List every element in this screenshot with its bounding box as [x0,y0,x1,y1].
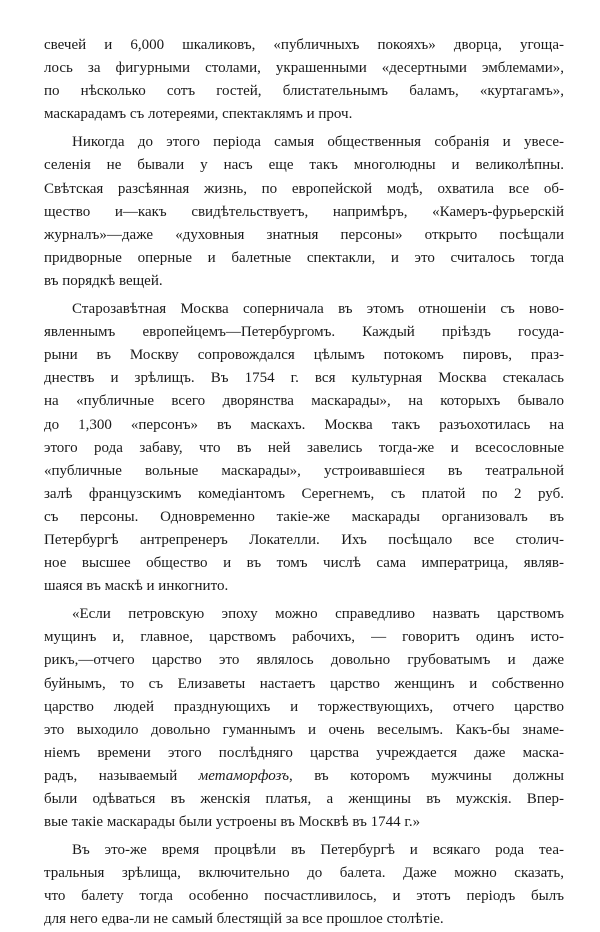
text-line: залѣ французскимъ комедіантомъ Серегнемъ, съ платой по 2 руб. [44,485,564,502]
text-line: радъ, называемый метаморфозъ, въ которомъ мужчины должны [44,767,564,784]
text-line: царство людей празднующихъ и торжествующихъ, отчего царство [44,698,564,715]
text-line: щество и—какъ свидѣтельствуетъ, напримѣръ, «Камеръ-фурьерскій [44,203,564,220]
paragraph-5 [44,839,564,931]
text-line: рикъ,—отчего царство это являлось довольно грубоватымъ и даже [44,652,564,669]
text-line: шаяся въ маскѣ и инкогнито. [44,578,229,595]
text-line: вые такіе маскарады были устроены въ Москвѣ въ 1744 г.» [44,814,421,831]
text-line: «Если петровскую эпоху можно справедливо назвать царствомъ [72,606,564,623]
text-line: маскарадамъ съ лотереями, спектаклямъ и проч. [44,106,353,123]
paragraph-3 [44,298,564,598]
text-line: въ порядкѣ вещей. [44,272,163,289]
text-line: были одѣваться въ женскія платья, а женщины въ мужскія. Впер- [44,791,564,807]
text-line: это выходило довольно гуманнымъ и очень веселымъ. Какъ-бы знаме- [44,721,564,738]
text-line: до 1,300 «персонъ» въ маскахъ. Москва такъ разъохотилась на [44,416,564,433]
text-line: явленнымъ европейцемъ—Петербургомъ. Каждый пріѣздъ госуда- [44,324,564,341]
text-line: тральныя зрѣлища, включительно до балета. Даже можно сказать, [44,865,564,882]
text-line: рыни въ Москву сопровождался цѣлымъ потокомъ пировъ, праз- [44,347,564,364]
paragraph-1 [44,34,564,126]
text-line: на «публичные всего дворянства маскарады», на которыхъ бывало [44,393,564,410]
text-line: лось за фигурными столами, украшенными «десертными эмблемами», [44,60,564,77]
text-line: Петербургѣ антрепренеръ Локателли. Ихъ посѣщало все столич- [44,531,564,548]
text-line: журналъ»—даже «духовныя знатныя персоны» открыто посѣщали [44,226,564,243]
text-line: днествъ и зрѣлищъ. Въ 1754 г. вся культурная Москва стекалась [44,370,564,387]
text-line: селенія не бывали у насъ еще такъ многолюдны и великолѣпны. [44,157,564,174]
text-line: придворные оперные и балетные спектакли, и это считалось тогда [44,249,564,266]
text-line: съ персоны. Одновременно такіе-же маскарады организовалъ въ [44,508,564,525]
text-line: по нѣсколько сотъ гостей, блистательнымъ баламъ, «куртагамъ», [44,83,564,100]
text-line: «публичные вольные маскарады», устроивавшіеся въ театральной [44,462,564,479]
text-line: для него едва-ли не самый блестящій за все прошлое столѣтіе. [44,911,444,928]
text-line: Свѣтская разсѣянная жизнь, по европейской модѣ, охватила все об- [44,180,564,197]
italic-term: метаморфозъ [198,767,289,784]
text-line: ное высшее общество и въ томъ числѣ сама императрица, являв- [44,555,564,572]
paragraph-4-quote [44,603,564,834]
text-line: ніемъ времени этого послѣдняго царства учреждается даже маска- [44,744,564,761]
text-line: буйнымъ, то съ Елизаветы настаетъ царство женщинъ и собственно [44,675,564,692]
text-line: мущинъ и, главное, царствомъ рабочихъ, — говоритъ одинъ исто- [44,629,564,646]
text-line: свечей и 6,000 шкаликовъ, «публичныхъ покояхъ» дворца, угоща- [44,37,564,53]
text-line: Никогда до этого періода самыя общественныя собранія и увесе- [72,134,564,151]
text-line: что балету тогда особенно посчастливилось, и этотъ періодъ былъ [44,888,564,905]
text-line: Въ это-же время процвѣли въ Петербургѣ и всякаго рода теа- [72,842,564,859]
text-line: Старозавѣтная Москва соперничала въ этомъ отношеніи съ ново- [72,301,564,318]
paragraph-2 [44,131,564,293]
book-page [44,34,564,928]
text-line: этого рода забаву, что въ ней завелись тогда-же и всесословные [44,439,564,456]
